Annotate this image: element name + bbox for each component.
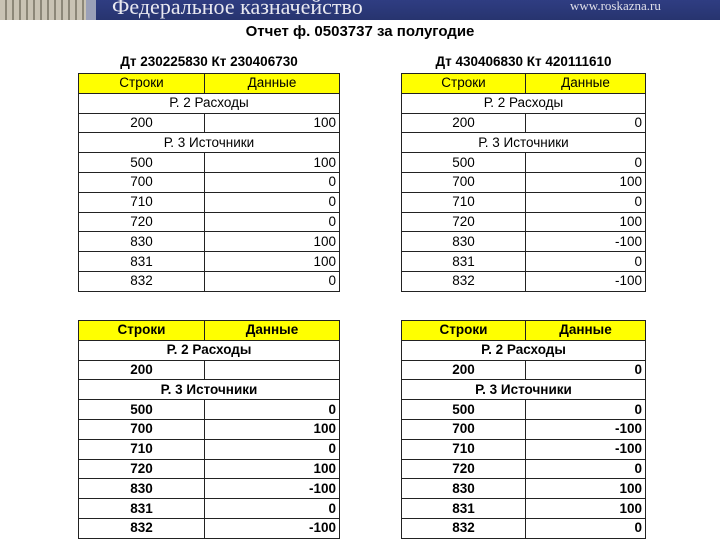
row-code: 720 xyxy=(79,212,205,232)
row-value: 0 xyxy=(205,172,340,192)
table-row xyxy=(79,360,340,380)
row-value: -100 xyxy=(205,479,340,499)
section-row xyxy=(402,133,646,153)
table-row xyxy=(402,419,646,439)
row-code: 832 xyxy=(402,271,526,291)
table-row xyxy=(79,499,340,519)
row-value: 100 xyxy=(205,153,340,173)
row-code: 700 xyxy=(402,419,526,439)
col-header-rows: Строки xyxy=(402,321,526,341)
section-label: Р. 2 Расходы xyxy=(79,93,340,113)
table-row xyxy=(402,232,646,252)
row-code: 831 xyxy=(79,252,205,272)
row-code: 830 xyxy=(402,232,526,252)
section-row xyxy=(402,340,646,360)
table-row xyxy=(402,400,646,420)
row-code: 831 xyxy=(402,499,526,519)
row-value: 100 xyxy=(526,479,646,499)
row-value: 100 xyxy=(205,113,340,133)
row-code: 200 xyxy=(79,113,205,133)
row-value: 100 xyxy=(205,252,340,272)
row-value: -100 xyxy=(526,439,646,459)
header-row xyxy=(402,321,646,341)
table-row xyxy=(79,400,340,420)
header-row xyxy=(79,321,340,341)
org-name: Федеральное казначейство xyxy=(112,0,363,19)
header-row xyxy=(402,74,646,94)
row-code: 710 xyxy=(79,192,205,212)
row-code: 830 xyxy=(79,232,205,252)
section-label: Р. 2 Расходы xyxy=(79,340,340,360)
table-row xyxy=(79,192,340,212)
table-row xyxy=(79,479,340,499)
row-value: 0 xyxy=(526,113,646,133)
row-code: 500 xyxy=(402,153,526,173)
row-value: 100 xyxy=(526,499,646,519)
table-row xyxy=(402,252,646,272)
row-code: 831 xyxy=(402,252,526,272)
section-label: Р. 2 Расходы xyxy=(402,340,646,360)
row-value: 0 xyxy=(205,192,340,212)
row-code: 200 xyxy=(79,360,205,380)
row-code: 832 xyxy=(402,518,526,538)
section-label: Р. 3 Источники xyxy=(402,133,646,153)
page-title: Отчет ф. 0503737 за полугодие xyxy=(245,23,475,40)
row-value: 0 xyxy=(526,400,646,420)
table-row xyxy=(79,212,340,232)
table-row xyxy=(402,499,646,519)
section-row xyxy=(402,380,646,400)
table-row xyxy=(79,439,340,459)
section-label: Р. 3 Источники xyxy=(79,133,340,153)
header-banner xyxy=(0,0,720,20)
table-caption: Дт 230225830 Кт 230406730 xyxy=(120,54,298,69)
row-code: 500 xyxy=(402,400,526,420)
row-code: 832 xyxy=(79,271,205,291)
row-value: 0 xyxy=(205,271,340,291)
row-value: 0 xyxy=(205,499,340,519)
table-row xyxy=(402,360,646,380)
row-code: 200 xyxy=(402,360,526,380)
row-value: 100 xyxy=(526,172,646,192)
row-code: 720 xyxy=(79,459,205,479)
row-value: 0 xyxy=(205,400,340,420)
row-code: 830 xyxy=(402,479,526,499)
row-code: 710 xyxy=(402,192,526,212)
section-row xyxy=(402,93,646,113)
table-row xyxy=(402,518,646,538)
section-label: Р. 3 Источники xyxy=(402,380,646,400)
col-header-rows: Строки xyxy=(79,74,205,94)
header-row xyxy=(79,74,340,94)
row-code: 700 xyxy=(79,172,205,192)
table-caption: Дт 430406830 Кт 420111610 xyxy=(435,54,612,69)
section-row xyxy=(79,133,340,153)
row-code: 700 xyxy=(79,419,205,439)
row-code: 720 xyxy=(402,459,526,479)
row-value: -100 xyxy=(205,518,340,538)
section-row xyxy=(79,380,340,400)
table-row xyxy=(79,518,340,538)
row-code: 500 xyxy=(79,153,205,173)
data-table xyxy=(401,320,646,539)
table-row xyxy=(402,439,646,459)
row-value: 0 xyxy=(526,153,646,173)
table-row xyxy=(402,479,646,499)
row-value: 0 xyxy=(526,360,646,380)
table-row xyxy=(402,113,646,133)
table-row xyxy=(79,271,340,291)
table-row xyxy=(79,252,340,272)
row-code: 830 xyxy=(79,479,205,499)
col-header-rows: Строки xyxy=(402,74,526,94)
row-code: 710 xyxy=(79,439,205,459)
row-code: 831 xyxy=(79,499,205,519)
table-row xyxy=(402,172,646,192)
row-value: 0 xyxy=(526,192,646,212)
table-row xyxy=(79,232,340,252)
row-code: 200 xyxy=(402,113,526,133)
row-value: 0 xyxy=(526,252,646,272)
row-value: 100 xyxy=(205,419,340,439)
table-row xyxy=(402,192,646,212)
section-label: Р. 2 Расходы xyxy=(402,93,646,113)
table-row xyxy=(79,419,340,439)
row-code: 720 xyxy=(402,212,526,232)
data-table xyxy=(78,73,340,292)
table-row xyxy=(402,459,646,479)
row-value xyxy=(205,360,340,380)
table-row xyxy=(79,113,340,133)
col-header-rows: Строки xyxy=(79,321,205,341)
row-value: 0 xyxy=(205,212,340,232)
table-row xyxy=(79,459,340,479)
org-url: www.roskazna.ru xyxy=(570,0,661,13)
row-value: 0 xyxy=(526,518,646,538)
row-value: -100 xyxy=(526,232,646,252)
row-value: 0 xyxy=(205,439,340,459)
table-row xyxy=(79,153,340,173)
table-row xyxy=(79,172,340,192)
row-value: 100 xyxy=(205,232,340,252)
section-row xyxy=(79,93,340,113)
row-code: 832 xyxy=(79,518,205,538)
row-value: 100 xyxy=(205,459,340,479)
section-row xyxy=(79,340,340,360)
col-header-data: Данные xyxy=(526,74,646,94)
data-table xyxy=(78,320,340,539)
row-code: 710 xyxy=(402,439,526,459)
section-label: Р. 3 Источники xyxy=(79,380,340,400)
col-header-data: Данные xyxy=(205,74,340,94)
row-value: -100 xyxy=(526,419,646,439)
building-image xyxy=(0,0,86,20)
banner-divider xyxy=(86,0,96,20)
row-value: 0 xyxy=(526,459,646,479)
row-code: 700 xyxy=(402,172,526,192)
row-code: 500 xyxy=(79,400,205,420)
data-table xyxy=(401,73,646,292)
row-value: 100 xyxy=(526,212,646,232)
row-value: -100 xyxy=(526,271,646,291)
table-row xyxy=(402,153,646,173)
col-header-data: Данные xyxy=(526,321,646,341)
table-row xyxy=(402,212,646,232)
col-header-data: Данные xyxy=(205,321,340,341)
table-row xyxy=(402,271,646,291)
